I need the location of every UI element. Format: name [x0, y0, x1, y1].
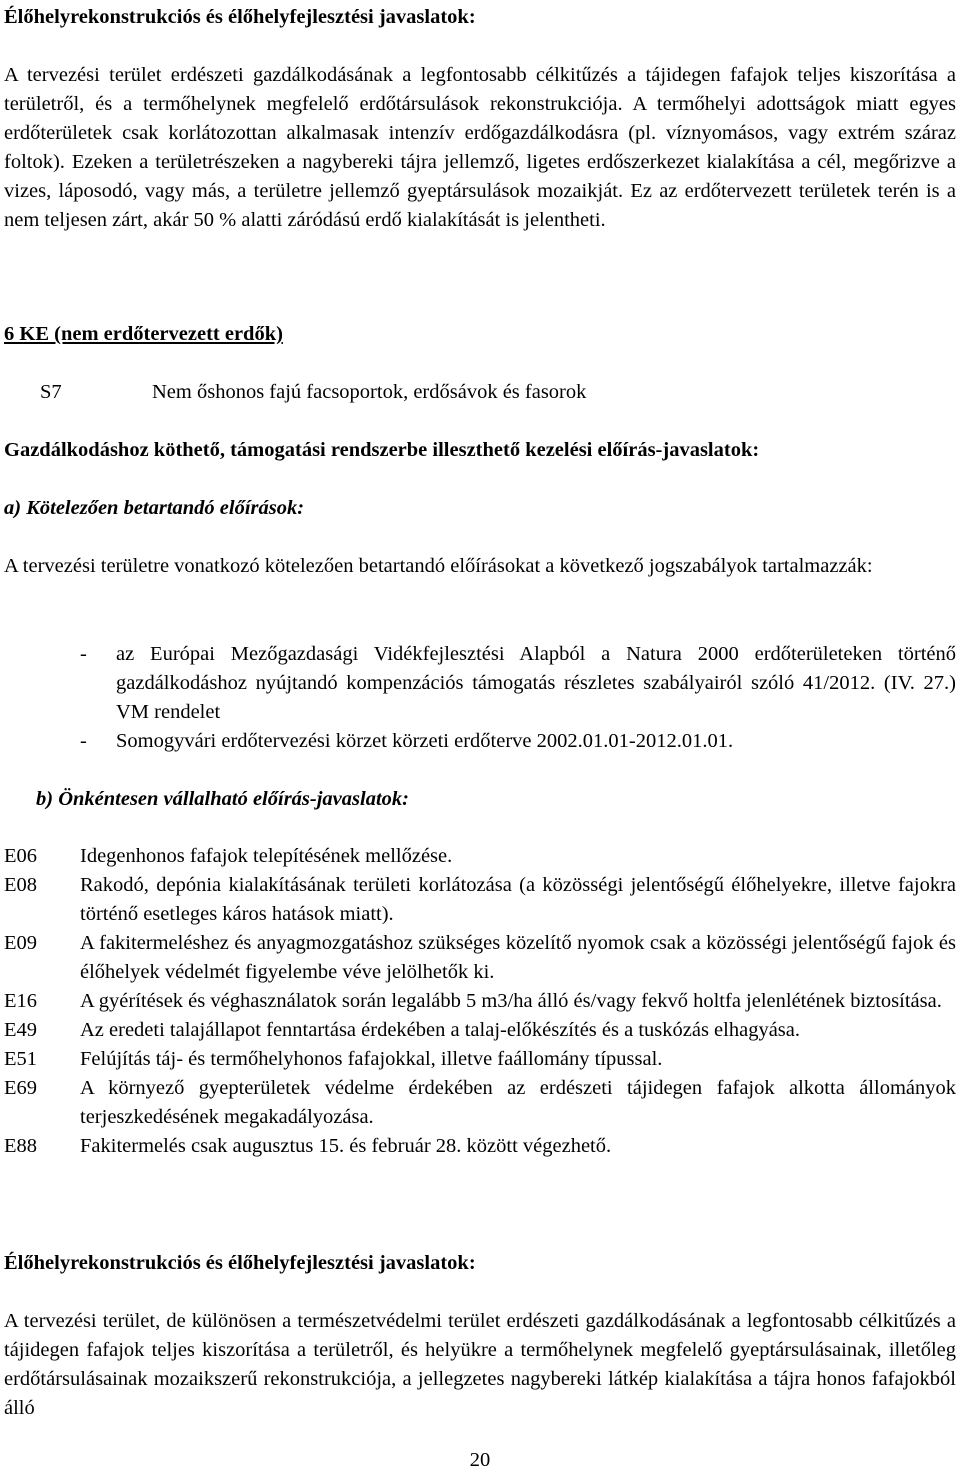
ke-name: Nem őshonos fajú facsoportok, erdősávok és fasorok	[152, 381, 587, 403]
section-heading: Élőhelyrekonstrukciós és élőhelyfejlesztési javaslatok:	[4, 6, 476, 28]
legislation-list	[80, 640, 956, 756]
measure-item: E88 Fakitermelés csak augusztus 15. és február 28. között végezhető.	[4, 1135, 612, 1157]
measure-item: E16 A gyérítések és véghasználatok során legalább 5 m3/ha álló és/vagy fekvő holtfa jelenlétének biztosítása.	[4, 990, 942, 1012]
mandatory-text: A tervezési területre vonatkozó kötelezően betartandó előírásokat a következő jogszabályok tartalmazzák:	[4, 555, 873, 577]
list-item: - Somogyvári erdőtervezési körzet körzeti erdőterve 2002.01.01-2012.01.01.	[80, 730, 734, 752]
measure-item: E51 Felújítás táj- és termőhelyhonos fafajokkal, illetve faállomány típussal.	[4, 1048, 663, 1070]
section-paragraph-2: A tervezési terület, de különösen a természetvédelmi terület erdészeti gazdálkodásának a legfontosabb célkitűzés a tájidegen fafajok teljes kiszorítása a területről, és helyükre a termőhelynek megfelelő gyeptársulásainak, illetőleg erdőtársulásainak mozaikszerű rekonstrukciója, a jellegzetes nagybereki látkép kialakítása a tájra honos fafajokból álló	[4, 1310, 956, 1419]
measure-item: E06 Idegenhonos fafajok telepítésének mellőzése.	[4, 845, 453, 867]
list-item: - az Európai Mezőgazdasági Vidékfejlesztési Alapból a Natura 2000 erdőterületeken történő gazdálkodáshoz nyújtandó kompenzációs támogatás részletes szabályairól szóló 41/2012. (IV. 27.) VM rendelet	[80, 643, 956, 723]
measure-item: E49 Az eredeti talajállapot fenntartása érdekében a talaj-előkészítés és a tuskózás elhagyása.	[4, 1019, 800, 1041]
voluntary-heading: b) Önkéntesen vállalható előírás-javaslatok:	[36, 788, 409, 810]
ke-code: S7	[40, 381, 62, 403]
measure-item: E08 Rakodó, depónia kialakításának területi korlátozása (a közösségi jelentőségű élőhelyekre, illetve fajokra történő esetleges káros hatások miatt).	[4, 874, 956, 925]
mandatory-heading: a) Kötelezően betartandó előírások:	[4, 497, 305, 519]
measure-list	[4, 842, 956, 1161]
section-paragraph: A tervezési terület erdészeti gazdálkodásának a legfontosabb célkitűzés a tájidegen fafajok teljes kiszorítása a területről, és a termőhelynek megfelelő erdőtársulások rekonstrukciója. A termőhelyi adottságok miatt egyes erdőterületek csak korlátozottan alkalmasak intenzív erdőgazdálkodásra (pl. víznyomásos, vagy extrém száraz foltok). Ezeken a területrészeken a nagybereki tájra jellemző, ligetes erdőszerkezet kialakítása a cél, megőrizve a vizes, láposodó, vagy más, a területre jellemző gyeptársulások mozaikját. Ez az erdőtervezett területek terén is a nem teljesen zárt, akár 50 % alatti záródású erdő kialakítását is jelentheti.	[4, 64, 956, 231]
measure-item: E09 A fakitermeléshez és anyagmozgatáshoz szükséges közelítő nyomok csak a közösségi jelentőségű fajok és élőhelyek védelmét figyelembe véve jelölhetők ki.	[4, 932, 956, 983]
management-heading: Gazdálkodáshoz köthető, támogatási rendszerbe illeszthető kezelési előírás-javaslatok:	[4, 439, 760, 461]
ke-heading: 6 KE (nem erdőtervezett erdők)	[4, 323, 283, 345]
section-heading-2: Élőhelyrekonstrukciós és élőhelyfejlesztési javaslatok:	[4, 1252, 476, 1274]
measure-item: E69 A környező gyepterületek védelme érdekében az erdészeti tájidegen fafajok alkotta állományok terjeszkedésének megakadályozása.	[4, 1077, 956, 1128]
page-number: 20	[469, 1449, 491, 1471]
